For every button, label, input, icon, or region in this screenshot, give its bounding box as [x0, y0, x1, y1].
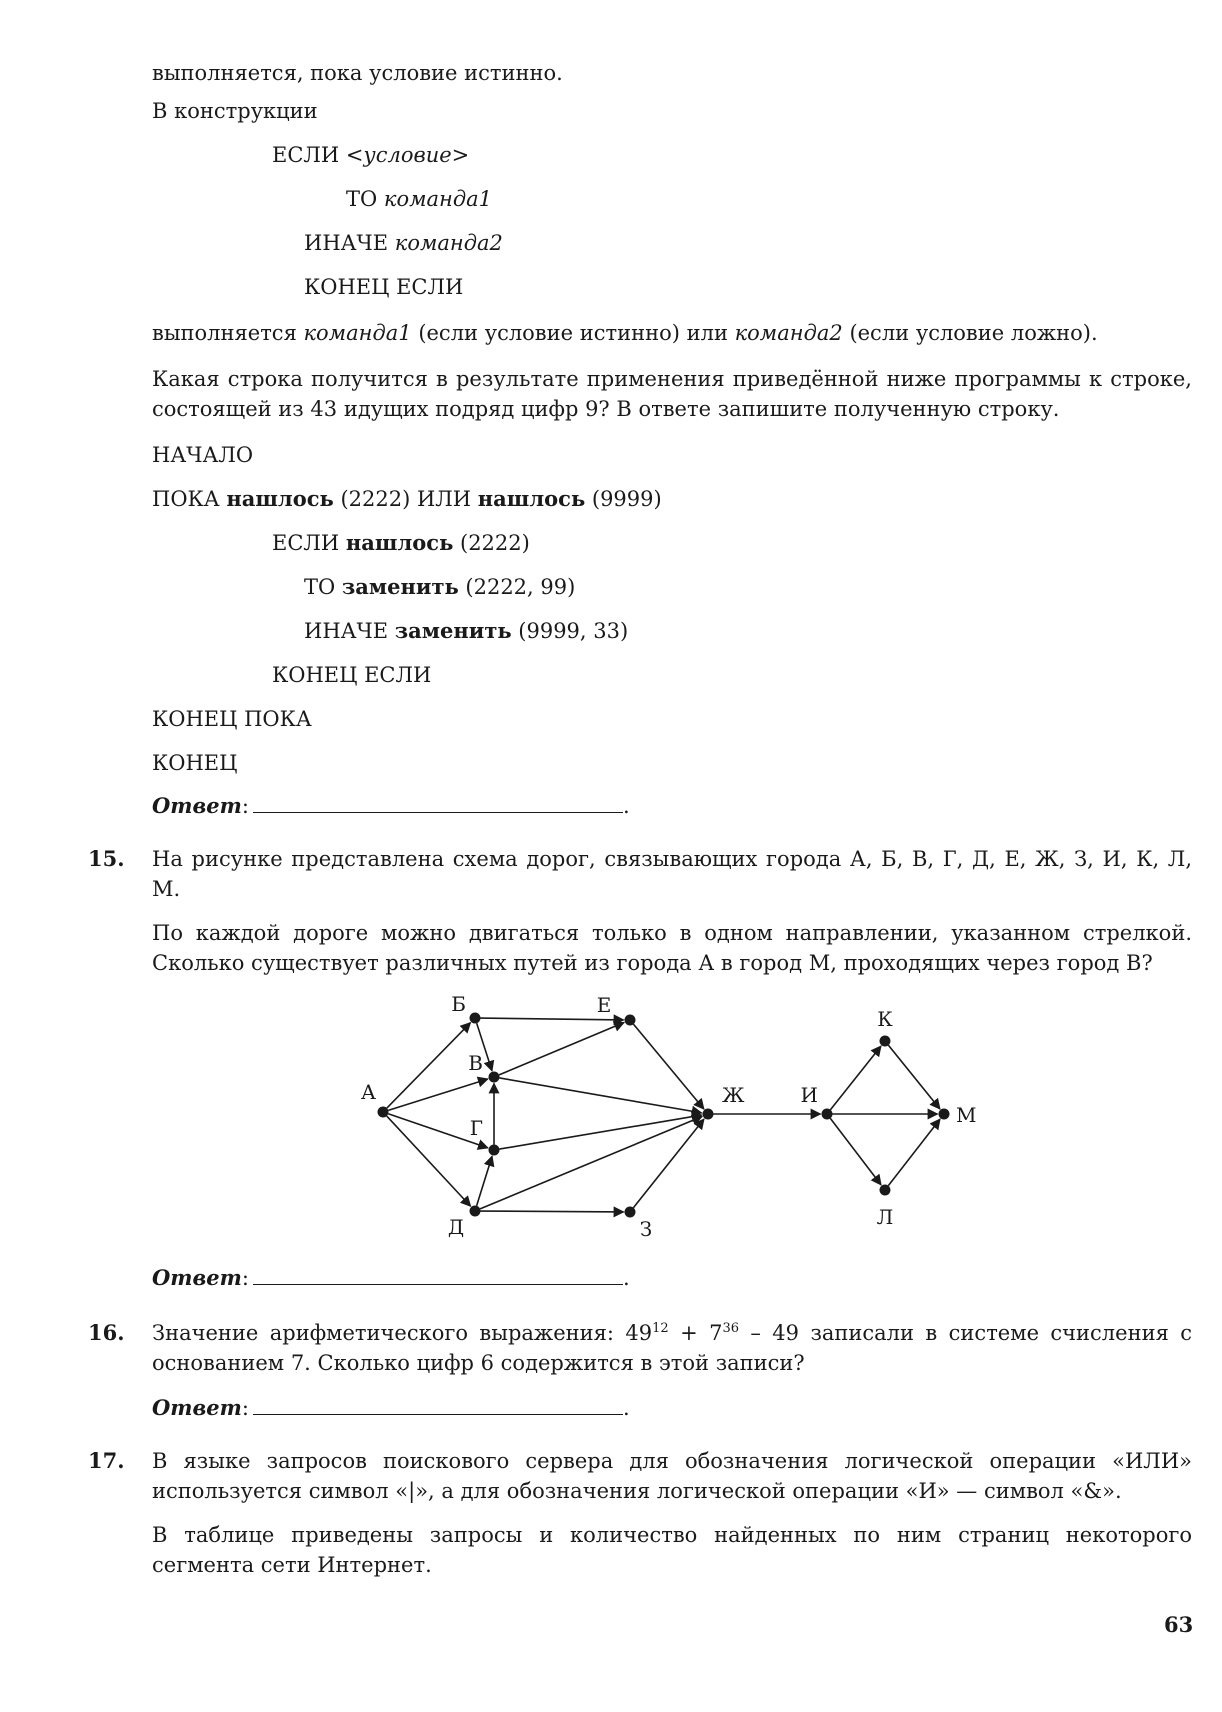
text-span: (2222) ИЛИ: [333, 487, 478, 511]
answer-dot: .: [622, 1266, 630, 1290]
keyword: ИНАЧЕ: [304, 231, 395, 255]
city-label-B: Б: [451, 992, 466, 1016]
answer-line-15: [152, 1262, 630, 1293]
answer-line-16: [152, 1392, 630, 1423]
task-text: В таблице приведены запросы и количество найденных по ним страниц некоторого сегмента сети Интернет.: [152, 1523, 1192, 1577]
answer-field[interactable]: [253, 1392, 623, 1415]
code-endif-line: КОНЕЦ ЕСЛИ: [304, 275, 464, 299]
city-label-V: В: [468, 1051, 483, 1075]
task-number: 16.: [88, 1320, 125, 1345]
text-span: (если условие ложно).: [842, 321, 1098, 345]
keyword: ИНАЧЕ: [304, 619, 395, 643]
code-command: команда2: [394, 231, 503, 255]
city-node-M: [939, 1109, 950, 1120]
answer-dot: .: [622, 794, 630, 818]
text-line: выполняется, пока условие истинно.: [152, 61, 563, 85]
code-command: команда2: [734, 321, 843, 345]
keyword: ТО: [304, 575, 342, 599]
city-node-E: [625, 1015, 636, 1026]
keyword: ТО: [346, 187, 384, 211]
text-span: Значение арифметического выражения: 49: [152, 1321, 653, 1345]
text-span: (9999): [585, 487, 662, 511]
question-paragraph: Какая строка получится в результате применения приведённой ниже программы к строке, состоящей из 43 идущих подряд цифр 9? В ответе запишите полученную строку.: [152, 367, 1192, 421]
answer-label: Ответ: [152, 1265, 242, 1290]
city-label-I: И: [800, 1083, 818, 1107]
task-text: В языке запросов поискового сервера для обозначения логической операции «ИЛИ» используется символ «|», а для обозначения логической операции «И» — символ «&».: [152, 1449, 1192, 1503]
city-label-M: М: [956, 1103, 977, 1127]
road-edge-I-K: [830, 1046, 881, 1110]
program-endwhile: КОНЕЦ ПОКА: [152, 707, 312, 731]
city-label-D: Д: [447, 1215, 465, 1239]
page-number: 63: [1164, 1612, 1194, 1637]
city-node-K: [880, 1036, 891, 1047]
code-condition: <условие>: [345, 143, 470, 167]
function-name: заменить: [394, 618, 512, 643]
city-label-G: Г: [469, 1116, 483, 1140]
road-edge-G-Zh: [499, 1115, 701, 1149]
answer-colon: :: [241, 1266, 249, 1290]
text-line: В конструкции: [152, 99, 318, 123]
city-node-V: [489, 1072, 500, 1083]
exponent: 36: [722, 1321, 739, 1336]
program-begin: НАЧАЛО: [152, 443, 254, 467]
road-edge-I-L: [830, 1118, 881, 1184]
text-span: + 7: [668, 1321, 723, 1345]
code-command: команда1: [303, 321, 412, 345]
text-span: (2222, 99): [458, 575, 576, 599]
road-edge-Z-Zh: [633, 1119, 704, 1208]
road-edge-A-V: [388, 1079, 488, 1110]
answer-colon: :: [241, 1396, 249, 1420]
keyword: ПОКА: [152, 487, 227, 511]
code-command: команда1: [383, 187, 493, 211]
city-node-L: [880, 1185, 891, 1196]
answer-label: Ответ: [152, 1395, 242, 1420]
exponent: 12: [652, 1321, 669, 1336]
city-node-I: [822, 1109, 833, 1120]
function-name: заменить: [341, 574, 459, 599]
keyword: ЕСЛИ: [272, 531, 346, 555]
text-span: выполняется: [152, 321, 304, 345]
function-name: нашлось: [345, 530, 454, 555]
task-text: На рисунке представлена схема дорог, связывающих города А, Б, В, Г, Д, Е, Ж, З, И, К, Л, М.: [152, 847, 1192, 901]
keyword: ЕСЛИ: [272, 143, 346, 167]
city-label-K: К: [877, 1007, 893, 1031]
function-name: нашлось: [226, 486, 334, 511]
road-edge-L-M: [888, 1119, 940, 1186]
city-label-A: А: [360, 1080, 376, 1104]
road-edge-E-Zh: [634, 1024, 704, 1109]
road-edge-V-E: [499, 1023, 624, 1075]
answer-field[interactable]: [253, 1262, 623, 1285]
road-edge-K-M: [888, 1045, 939, 1109]
text-span: (9999, 33): [511, 619, 629, 643]
function-name: нашлось: [477, 486, 586, 511]
program-end: КОНЕЦ: [152, 751, 238, 775]
city-label-Zh: Ж: [722, 1083, 745, 1107]
program-endif: КОНЕЦ ЕСЛИ: [272, 663, 432, 687]
text-span: – 49 записали в системе счисления с основанием 7. Сколько цифр 6 содержится в этой записи?: [152, 1321, 1192, 1375]
road-edge-A-B: [387, 1023, 471, 1108]
city-label-Z: З: [639, 1217, 653, 1241]
answer-label: Ответ: [152, 793, 242, 818]
text-span: (если условие истинно) или: [411, 321, 735, 345]
road-edge-V-Zh: [499, 1078, 701, 1113]
city-node-D: [470, 1206, 481, 1217]
task-number: 15.: [88, 846, 125, 871]
answer-colon: :: [241, 794, 249, 818]
road-edge-D-G: [477, 1156, 492, 1206]
answer-dot: .: [622, 1396, 630, 1420]
city-node-Zh: [703, 1109, 714, 1120]
road-edge-A-D: [387, 1116, 471, 1206]
city-label-L: Л: [876, 1205, 894, 1229]
road-edge-D-Z: [480, 1211, 623, 1212]
task-text: По каждой дороге можно двигаться только в одном направлении, указанном стрелкой. Сколько существует различных путей из города А в город М, проходящих через город В?: [152, 921, 1192, 975]
city-node-A: [378, 1107, 389, 1118]
city-label-E: Е: [596, 993, 612, 1017]
road-edge-B-E: [480, 1018, 623, 1020]
city-node-Z: [625, 1207, 636, 1218]
task-text: [152, 1318, 1192, 1378]
text-span: (2222): [453, 531, 530, 555]
city-node-G: [489, 1145, 500, 1156]
city-node-B: [470, 1013, 481, 1024]
task-number: 17.: [88, 1448, 125, 1473]
